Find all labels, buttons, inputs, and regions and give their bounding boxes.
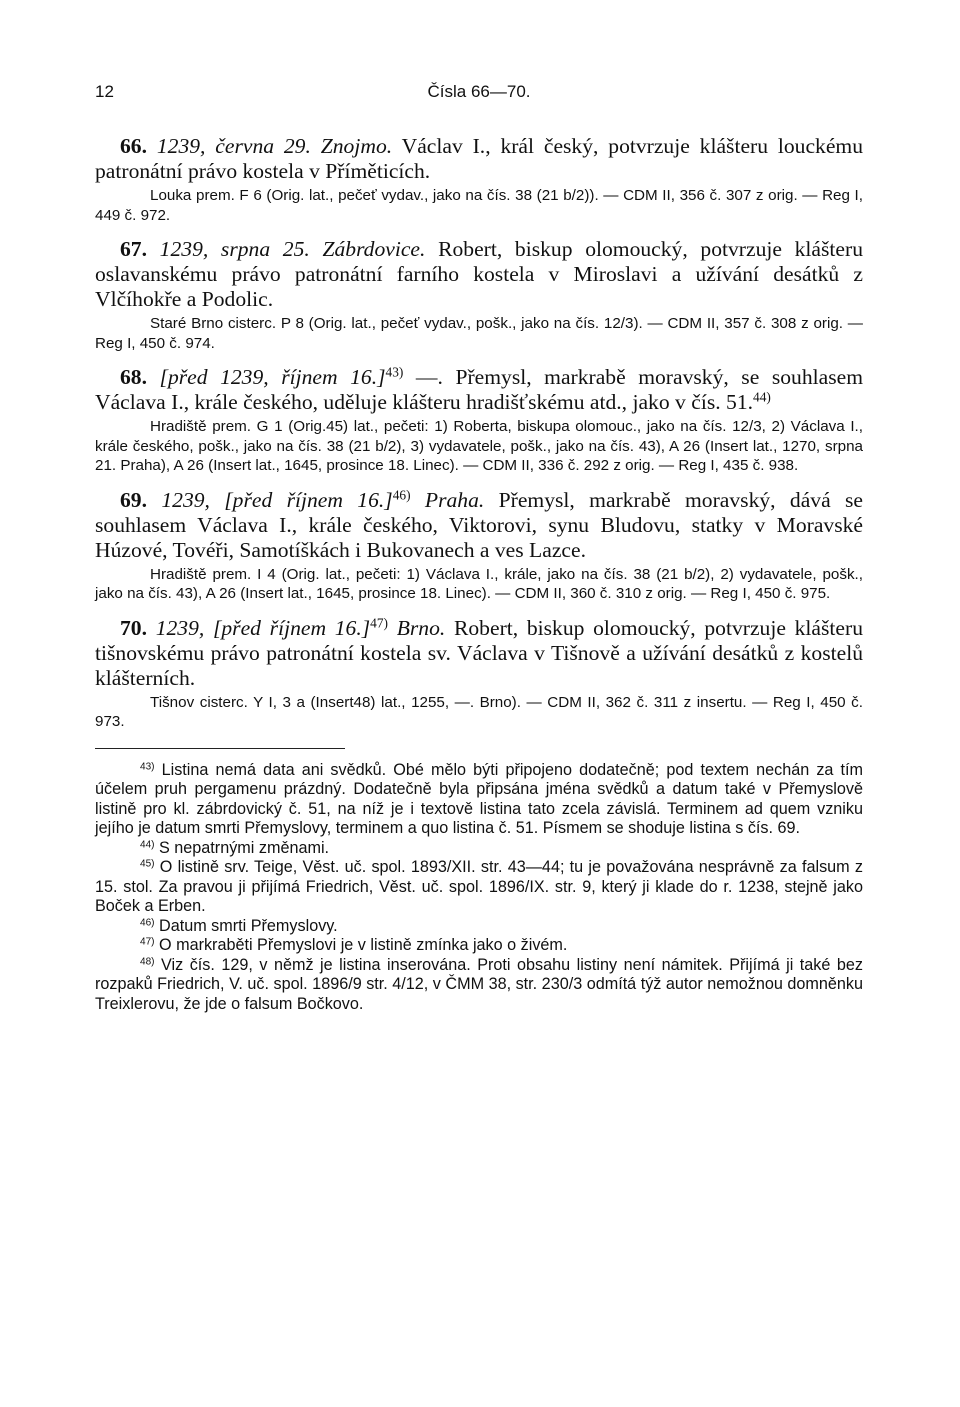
- entry-text: [95, 365, 863, 415]
- footnote-44: [95, 839, 863, 859]
- entry-number: 66.: [120, 134, 147, 158]
- document-page: [95, 82, 863, 1014]
- entry-summary: Václav I., král český, potvrzuje klášteru louckému patronátní právo kostela v Příměticích.: [95, 134, 864, 183]
- footnote-text: O listině srv. Teige, Věst. uč. spol. 1893/XII. str. 43—44; tu je považována nesprávně za falsum z 15. stol. Za pravou ji přijímá Friedrich, Věst. uč. spol. 1896/IX. str. 9, který ji klade do r. 1238, stejně jako Boček a Erben.: [95, 858, 864, 915]
- footnote-48: [95, 956, 863, 1015]
- entry-number: 67.: [120, 237, 147, 261]
- entry-number: 69.: [120, 487, 147, 512]
- footnote-mark: 48): [140, 955, 155, 967]
- entry-text: [95, 134, 863, 184]
- entry-date: [před 1239, říjnem 16.]: [159, 365, 386, 389]
- page-number: 12: [95, 82, 114, 101]
- footnote-text: O markraběti Přemyslovi je v listině zmínka jako o živém.: [159, 936, 568, 954]
- entry-place: Znojmo.: [320, 134, 393, 158]
- footnote-mark: 43): [140, 760, 155, 772]
- entry-70: [95, 616, 863, 732]
- entry-text: [95, 488, 863, 563]
- entry-summary: Robert, biskup olomoucký, potvrzuje klášteru oslavanskému právo patronátní farního kostela v Miroslavi a užívání desátků z Vlčíhokře a Podolic.: [95, 237, 863, 311]
- entry-date: 1239, [před říjnem 16.]: [155, 615, 371, 640]
- entry-66: [95, 134, 863, 225]
- entry-summary: Robert, biskup olomoucký, potvrzuje klášteru tišnovskému právo patronátní kostela sv. Václava v Tišnově a užívání desátků z kostelů klášterních.: [95, 615, 863, 690]
- entry-place: Brno.: [396, 615, 446, 640]
- entry-source: Hradiště prem. G 1 (Orig.45) lat., pečeti: 1) Roberta, biskupa olomouc., jako na čís. 12/3, 2) Václava I., krále českého, pošk., jako na čís. 38 (21 b/2), 3) vydavatele, pošk., jako na čís. 43), A 26 (Insert lat., 1270, srpna 21. Praha), A 26 (Insert lat., 1645, prosince 18. Linec). — CDM II, 336 č. 292 z orig. — Reg I, 435 č. 938.: [95, 418, 863, 474]
- entries: [95, 134, 863, 732]
- footnote-mark: 44): [140, 838, 155, 850]
- entry-source: Tišnov cisterc. Y I, 3 a (Insert48) lat., 1255, —. Brno). — CDM II, 362 č. 311 z insertu. — Reg I, 450 č. 973.: [95, 693, 863, 730]
- footnote-ref[interactable]: 43): [385, 364, 404, 380]
- entry-summary: Přemysl, markrabě moravský, se souhlasem Václava I., krále českého, uděluje klášteru hradišťskému atd., jako v čís. 51.: [95, 365, 863, 414]
- footnote-43: [95, 761, 863, 839]
- running-title: Čísla 66—70.: [427, 82, 531, 101]
- entry-69: [95, 488, 863, 604]
- entry-67: [95, 237, 863, 353]
- entry-68: [95, 365, 863, 476]
- footnote-45: [95, 858, 863, 917]
- footnote-47: [95, 936, 863, 956]
- footnote-ref[interactable]: 46): [392, 487, 411, 503]
- entry-date: 1239, srpna 25.: [159, 237, 310, 261]
- entry-source: Hradiště prem. I 4 (Orig. lat., pečeti: 1) Václava I., krále, jako na čís. 38 (21 b/2), 2) vydavatele, pošk., jako na čís. 43), A 26 (Insert lat., 1645, prosince 18. Linec). — CDM II, 360 č. 310 z orig. — Reg I, 450 č. 975.: [95, 565, 863, 602]
- footnote-mark: 45): [140, 858, 155, 870]
- entry-place: Zábrdovice.: [322, 237, 426, 261]
- entry-source: Staré Brno cisterc. P 8 (Orig. lat., pečeť vydav., pošk., jako na čís. 12/3). — CDM II, 357 č. 308 z orig. — Reg I, 450 č. 974.: [95, 315, 863, 352]
- footnote-ref[interactable]: 44): [753, 389, 771, 405]
- entry-date: 1239, [před říjnem 16.]: [161, 487, 393, 512]
- entry-source: Louka prem. F 6 (Orig. lat., pečeť vydav., jako na čís. 38 (21 b/2)). — CDM II, 356 č. 307 z orig. — Reg I, 449 č. 972.: [95, 187, 863, 224]
- entry-place: —.: [415, 365, 443, 389]
- footnote-mark: 47): [140, 936, 155, 948]
- footnotes: [95, 761, 863, 1015]
- footnote-text: Listina nemá data ani svědků. Obé mělo býti připojeno dodatečně; pod textem nechán za tím účelem pruh pergamenu prázdný. Dodatečně byla připsána jména svědků a datum také v Přemyslově listině pro kl. zábrdovický č. 51, na níž je i textově listina tato zcela závislá. Terminem ad quem vzniku jejího je datum smrti Přemyslovy, terminem a quo listina č. 51. Písmem se shoduje listina s čís. 69.: [95, 760, 864, 837]
- entry-summary: Přemysl, markrabě moravský, dává se souhlasem Václava I., krále českého, Viktorovi, synu Bludovu, statky v Moravské Húzové, Tovéři, Samotíškách i Bukovanech a ves Lazce.: [95, 487, 863, 562]
- footnote-text: Datum smrti Přemyslovy.: [159, 916, 338, 935]
- entry-place: Praha.: [424, 487, 485, 512]
- footnote-46: [95, 917, 863, 937]
- entry-date: 1239, června 29.: [156, 134, 311, 158]
- footnote-ref[interactable]: 47): [370, 615, 388, 631]
- entry-text: [95, 237, 863, 312]
- entry-number: 70.: [120, 615, 147, 640]
- entry-number: 68.: [120, 365, 147, 389]
- footnote-text: S nepatrnými změnami.: [159, 838, 330, 857]
- entry-text: [95, 616, 863, 691]
- footnote-text: Viz čís. 129, v němž je listina inserována. Proti obsahu listiny není námitek. Přijímá ji také bez rozpaků Friedrich, V. uč. spol. 1896/9 str. 4/12, v ČMM 38, str. 230/3 odmítá týž autor nemožnou domněnku Treixlerovu, že jde o falsum Bočkovo.: [95, 955, 863, 1013]
- footnote-divider: [95, 748, 345, 749]
- page-header: [95, 82, 863, 112]
- footnote-mark: 46): [140, 916, 155, 928]
